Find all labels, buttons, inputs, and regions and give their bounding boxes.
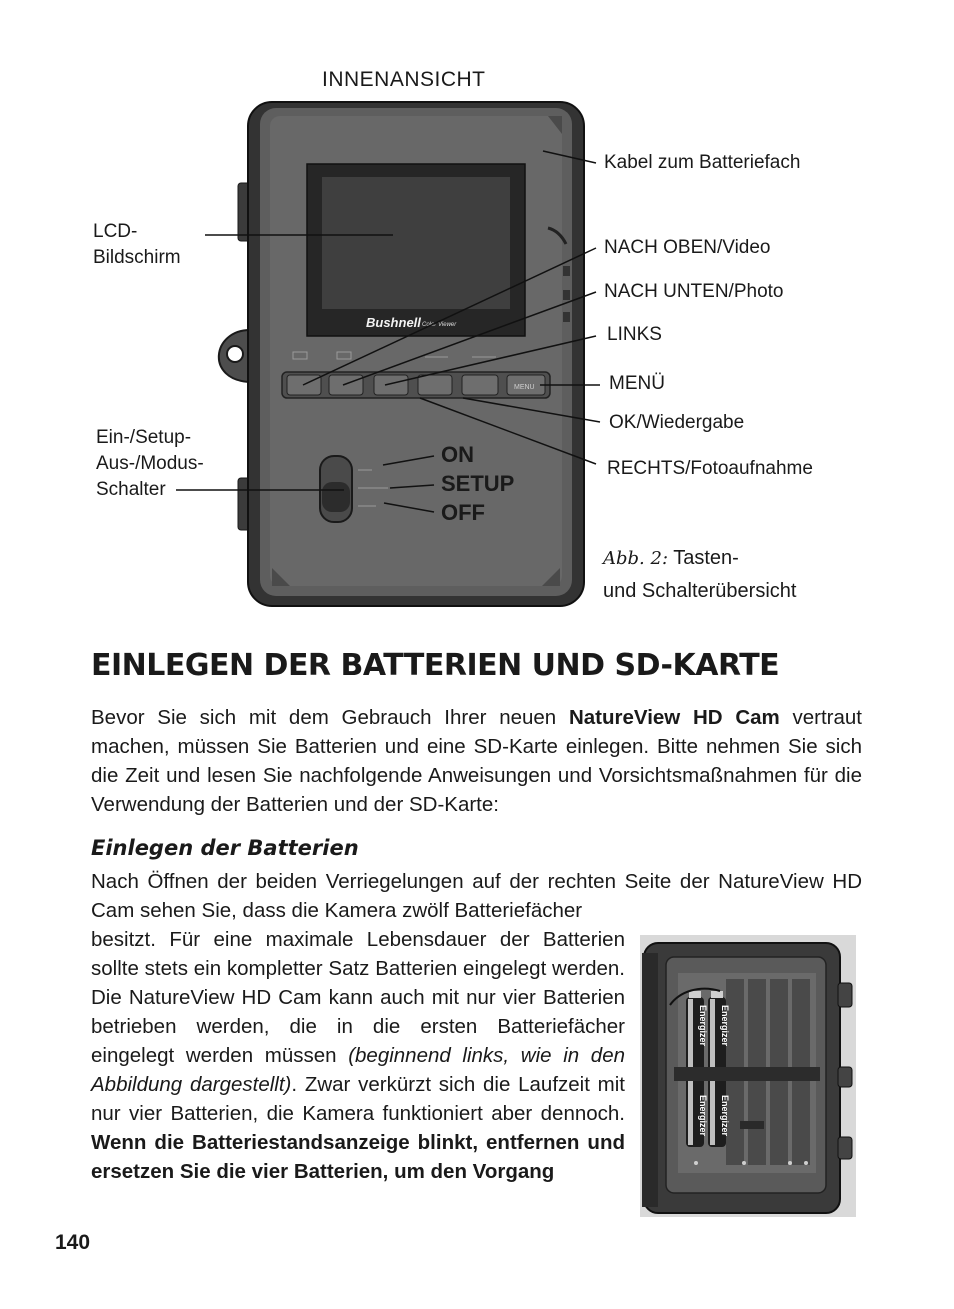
label-lcd-line2: Bildschirm — [93, 247, 181, 268]
label-up: NACH OBEN/Video — [604, 237, 771, 258]
ok-key[interactable] — [462, 375, 498, 395]
device-model-text: Color Viewer — [422, 322, 457, 328]
product-name: NatureView HD Cam — [568, 706, 780, 729]
label-menu: MENÜ — [609, 373, 665, 394]
label-switch-line3: Schalter — [96, 479, 166, 500]
switch-on-label: ON — [441, 442, 474, 467]
section-title: EINLEGEN DER BATTERIEN UND SD-KARTE — [91, 648, 780, 683]
intro-paragraph — [91, 703, 862, 819]
label-lcd-line1: LCD- — [93, 221, 138, 242]
body-warning-bold: Wenn die Batteriestandsanzeige blinkt, entfernen und ersetzen Sie die vier Batterien, um den Vorgang — [91, 1131, 625, 1183]
label-down: NACH UNTEN/Photo — [604, 281, 784, 302]
intro-text-2: vertraut machen, müssen Sie Batterien und eine SD-Karte einlegen. Bitte nehmen Sie sich die Zeit und lesen Sie nachfolgende Anweisungen und Vorsichtsmaßnahmen für die Verwendung der Batterien und der SD-Karte: — [91, 706, 863, 816]
caption-text-line1: Tasten- — [673, 547, 739, 569]
figure-heading: INNENANSICHT — [322, 68, 486, 91]
body-paragraph-narrow — [91, 925, 625, 1186]
switch-off-label: OFF — [441, 500, 485, 525]
battery-compartment-photo — [640, 935, 856, 1217]
label-cable: Kabel zum Batteriefach — [604, 152, 801, 173]
caption-prefix: Abb. 2: — [603, 548, 669, 569]
battery-label: Energizer — [698, 1095, 708, 1137]
label-right: RECHTS/Fotoaufnahme — [607, 458, 813, 479]
intro-text-1: Bevor Sie sich mit dem Gebrauch Ihrer neuen — [91, 706, 569, 729]
body-text: besitzt. Für eine maximale Lebensdauer der Batterien sollte stets ein kompletter Satz Batterien eingelegt werden. Die NatureView HD Cam kann auch mit nur vier Batterien betrieben werden, die in die ersten Batteriefächer eingelegt werden müssen — [91, 928, 625, 1067]
label-switch-line2: Aus-/Modus- — [96, 453, 204, 474]
label-switch-line1: Ein-/Setup- — [96, 427, 192, 448]
figure-caption-line2: und Schalterübersicht — [603, 580, 797, 602]
body-text-continued: . Zwar verkürzt sich die Laufzeit mit nur vier Batterien, die Kamera funktioniert aber dennoch. — [91, 1073, 625, 1125]
figure-caption — [603, 542, 796, 607]
down-key[interactable] — [329, 375, 363, 395]
camera-interior-illustration — [0, 95, 954, 615]
right-key[interactable] — [418, 375, 452, 395]
switch-setup-label: SETUP — [441, 471, 515, 496]
label-ok: OK/Wiedergabe — [609, 412, 745, 433]
label-switch — [96, 425, 204, 503]
menu-key-text: MENU — [514, 384, 535, 391]
page-number: 140 — [55, 1231, 91, 1254]
battery-label: Energizer — [720, 1005, 730, 1047]
left-key[interactable] — [374, 375, 408, 395]
figure-caption-line1 — [603, 542, 796, 575]
battery-label: Energizer — [720, 1095, 730, 1137]
device-brand-text: Bushnell — [366, 315, 421, 330]
battery-label: Energizer — [698, 1005, 708, 1047]
label-lcd — [93, 219, 181, 271]
subsection-title: Einlegen der Batterien — [91, 836, 359, 860]
body-paragraph-full: Nach Öffnen der beiden Verriegelungen auf der rechten Seite der NatureView HD Cam sehen Sie, dass die Kamera zwölf Batteriefächer — [91, 870, 862, 922]
body-italic-note: (beginnend links, wie in den Abbildung dargestellt) — [91, 1044, 625, 1096]
label-left: LINKS — [607, 324, 662, 345]
